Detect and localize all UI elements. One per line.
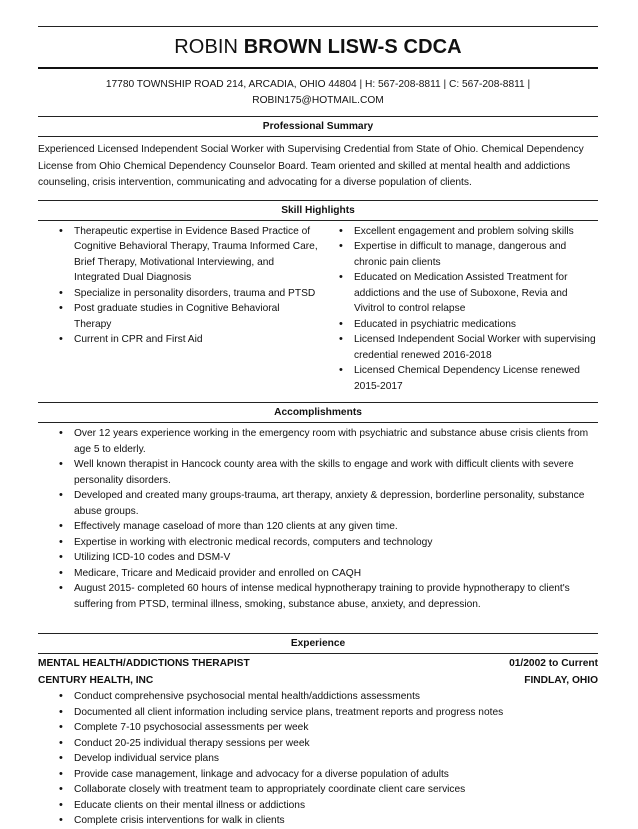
- accomplishments-underline: [38, 422, 598, 423]
- list-item: • Educate clients on their mental illness or addictions: [38, 798, 598, 814]
- list-item: • Conduct 20-25 individual therapy sessions per week: [38, 736, 598, 752]
- name-rule: [38, 67, 598, 69]
- accomplishments-heading: Accomplishments: [274, 407, 362, 418]
- candidate-name: [38, 34, 598, 61]
- list-item: • August 2015- completed 60 hours of intense medical hypnotherapy training to provide hypnotherapy to client's suffering from PTSD, terminal illness, smoking, substance abuse, anxiety, and depression.: [38, 581, 598, 612]
- last-name: BROWN LISW-S CDCA: [243, 36, 462, 58]
- job-company-row: [38, 673, 598, 690]
- skills-underline: [38, 220, 598, 221]
- list-item: • Therapeutic expertise in Evidence Based Practice of Cognitive Behavioral Therapy, Trauma Informed Care, Brief Therapy, Motivational Interviewing, and Integrated Dual Diagnosis: [38, 224, 318, 286]
- experience-underline: [38, 653, 598, 654]
- list-item: • Utilizing ICD-10 codes and DSM-V: [38, 550, 598, 566]
- list-item: • Excellent engagement and problem solving skills: [318, 224, 598, 240]
- contact-info: [38, 77, 598, 109]
- resume-page: [38, 0, 598, 829]
- list-item: • Educated in psychiatric medications: [318, 317, 598, 333]
- job-dates: 01/2002 to Current: [509, 658, 598, 669]
- list-item: • Expertise in difficult to manage, dangerous and chronic pain clients: [318, 239, 598, 270]
- first-name: ROBIN: [174, 36, 244, 58]
- list-item: • Current in CPR and First Aid: [38, 332, 318, 348]
- summary-underline: [38, 136, 598, 137]
- skills-right-list: [318, 224, 598, 395]
- top-rule: [38, 26, 598, 27]
- accomplishments-list: [38, 426, 598, 612]
- list-item: • Complete 7-10 psychosocial assessments per week: [38, 720, 598, 736]
- list-item: • Medicare, Tricare and Medicaid provider and enrolled on CAQH: [38, 566, 598, 582]
- contact-line-email: ROBIN175@HOTMAIL.COM: [252, 95, 384, 106]
- skills-left-column: [38, 224, 318, 395]
- contact-line-address-phone: 17780 TOWNSHIP ROAD 214, ARCADIA, OHIO 44804 | H: 567-208-8811 | C: 567-208-8811 |: [105, 79, 531, 90]
- list-item: • Developed and created many groups-trauma, art therapy, anxiety & depression, borderline personality, substance abuse groups.: [38, 488, 598, 519]
- summary-text: Experienced Licensed Independent Social Worker with Supervising Credential from State of Ohio. Chemical Dependency License from Ohio Chemical Dependency Counselor Board. Team oriented and skilled at mental health and addictions counseling, crisis intervention, communicating and advocating for a diverse population of clients.: [38, 144, 584, 188]
- job-title: MENTAL HEALTH/ADDICTIONS THERAPIST: [38, 658, 250, 669]
- list-item: • Post graduate studies in Cognitive Behavioral Therapy: [38, 301, 318, 332]
- list-item: • Conduct comprehensive psychosocial mental health/addictions assessments: [38, 689, 598, 705]
- list-item: • Documented all client information including service plans, treatment reports and progress notes: [38, 705, 598, 721]
- list-item: • Provide case management, linkage and advocacy for a diverse population of adults: [38, 767, 598, 783]
- list-item: • Educated on Medication Assisted Treatment for addictions and the use of Suboxone, Revia and Vivitrol to control relapse: [318, 270, 598, 317]
- job-title-row: [38, 656, 598, 673]
- list-item: • Effectively manage caseload of more than 120 clients at any given time.: [38, 519, 598, 535]
- skills-heading: Skill Highlights: [281, 204, 355, 216]
- summary-heading: Professional Summary: [262, 121, 374, 132]
- skills-left-list: [38, 224, 318, 348]
- job-company: CENTURY HEALTH, INC: [38, 674, 154, 686]
- list-item: • Licensed Chemical Dependency License renewed 2015-2017: [318, 363, 598, 394]
- job-location: FINDLAY, OHIO: [524, 674, 598, 686]
- list-item: • Expertise in working with electronic medical records, computers and technology: [38, 535, 598, 551]
- list-item: • Licensed Independent Social Worker with supervising credential renewed 2016-2018: [318, 332, 598, 363]
- list-item: • Collaborate closely with treatment team to appropriately coordinate client care services: [38, 782, 598, 798]
- job-duties-list: [38, 689, 598, 829]
- list-item: • Well known therapist in Hancock county area with the skills to engage and work with difficult clients with severe personality disorders.: [38, 457, 598, 488]
- skills-columns: [38, 224, 598, 395]
- skills-right-column: [318, 224, 598, 395]
- list-item: • Develop individual service plans: [38, 751, 598, 767]
- list-item: • Complete crisis interventions for walk in clients: [38, 813, 598, 829]
- list-item: • Specialize in personality disorders, trauma and PTSD: [38, 286, 318, 302]
- experience-heading: Experience: [290, 638, 346, 649]
- list-item: • Over 12 years experience working in the emergency room with psychiatric and substance abuse crisis clients from age 5 to elderly.: [38, 426, 598, 457]
